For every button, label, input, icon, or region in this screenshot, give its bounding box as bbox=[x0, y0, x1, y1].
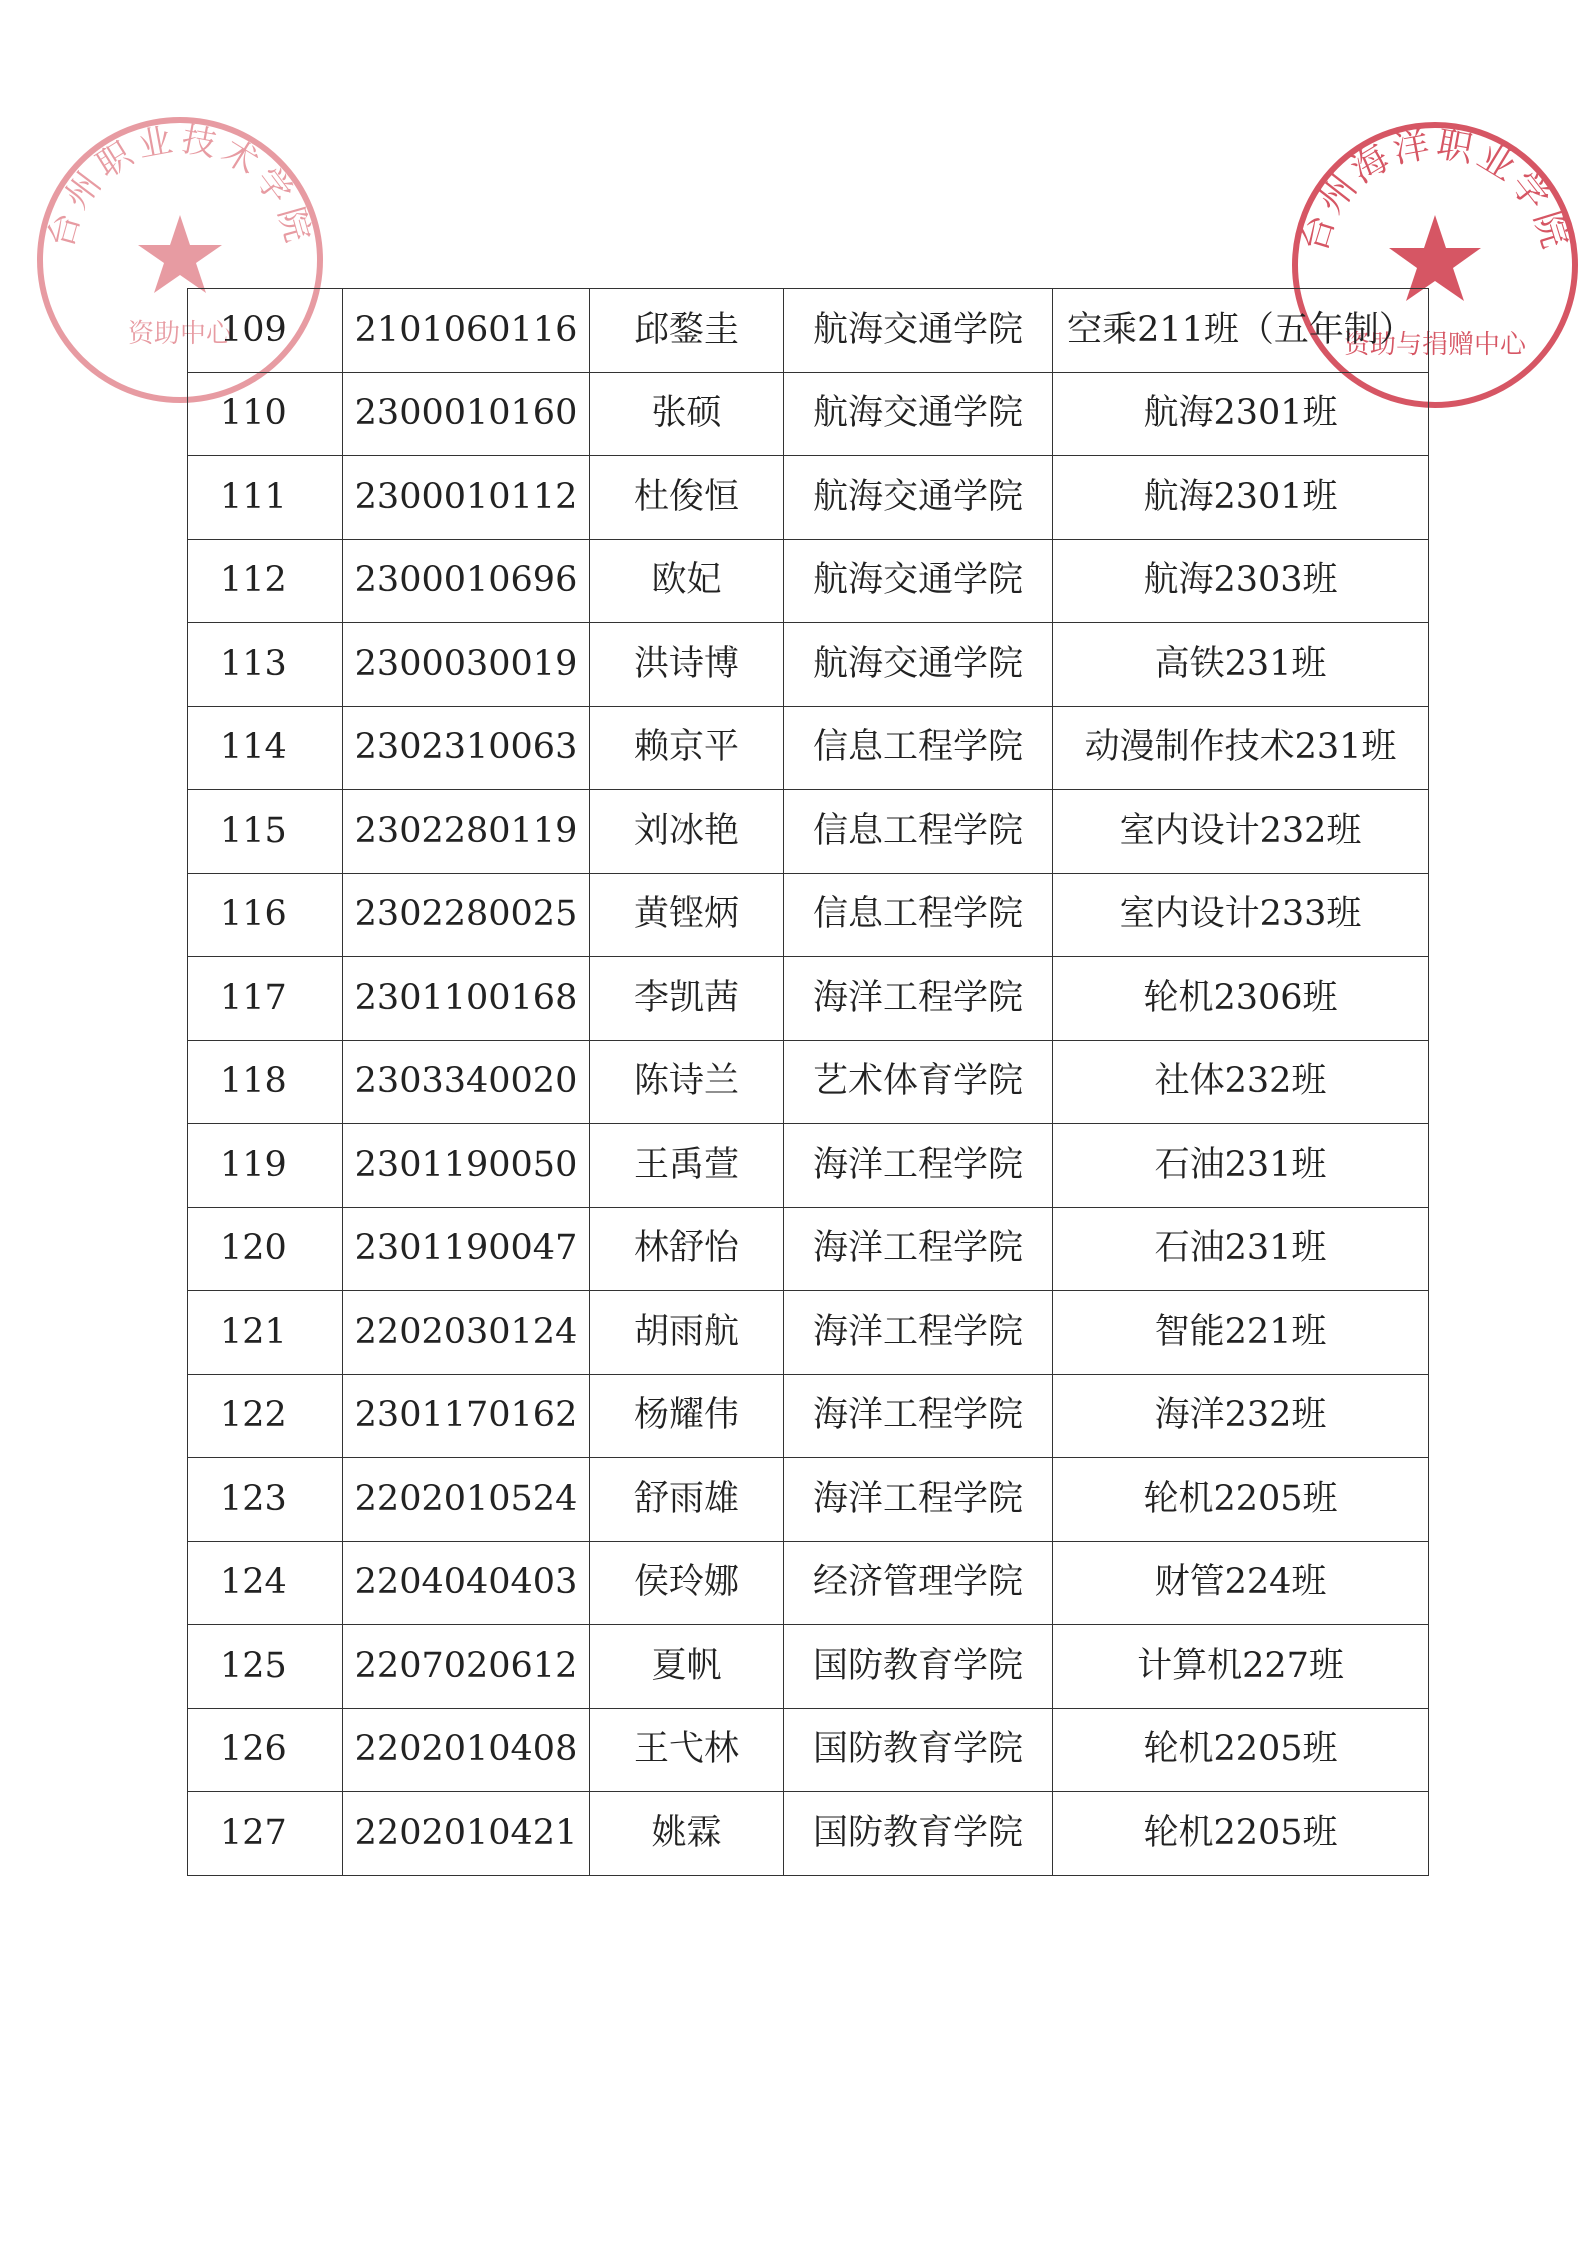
class-name-cell: 动漫制作技术231班 bbox=[1053, 706, 1429, 790]
student-id-cell: 2300010696 bbox=[343, 539, 590, 623]
college-name-cell: 信息工程学院 bbox=[784, 873, 1053, 957]
table-row bbox=[188, 1291, 1429, 1375]
student-name-cell: 邱鍪圭 bbox=[590, 289, 784, 373]
class-name-cell: 空乘211班（五年制） bbox=[1053, 289, 1429, 373]
svg-text:资助中心: 资助中心 bbox=[127, 319, 233, 349]
table-row bbox=[188, 539, 1429, 623]
row-number-cell: 116 bbox=[188, 873, 343, 957]
table-row bbox=[188, 1458, 1429, 1542]
student-name-cell: 张硕 bbox=[590, 372, 784, 456]
student-id-cell: 2204040403 bbox=[343, 1541, 590, 1625]
star-icon bbox=[138, 215, 222, 293]
student-id-cell: 2300010160 bbox=[343, 372, 590, 456]
row-number-cell: 124 bbox=[188, 1541, 343, 1625]
row-number-cell: 126 bbox=[188, 1708, 343, 1792]
student-name-cell: 姚霖 bbox=[590, 1792, 784, 1876]
class-name-cell: 石油231班 bbox=[1053, 1124, 1429, 1208]
student-id-cell: 2202030124 bbox=[343, 1291, 590, 1375]
college-name-cell: 航海交通学院 bbox=[784, 289, 1053, 373]
student-id-cell: 2300030019 bbox=[343, 623, 590, 707]
row-number-cell: 115 bbox=[188, 790, 343, 874]
student-id-cell: 2300010112 bbox=[343, 456, 590, 540]
student-id-cell: 2303340020 bbox=[343, 1040, 590, 1124]
student-name-cell: 洪诗博 bbox=[590, 623, 784, 707]
table-row bbox=[188, 1625, 1429, 1709]
student-name-cell: 夏帆 bbox=[590, 1625, 784, 1709]
class-name-cell: 轮机2205班 bbox=[1053, 1792, 1429, 1876]
class-name-cell: 航海2301班 bbox=[1053, 456, 1429, 540]
college-name-cell: 航海交通学院 bbox=[784, 456, 1053, 540]
college-name-cell: 航海交通学院 bbox=[784, 623, 1053, 707]
student-name-cell: 王禹萱 bbox=[590, 1124, 784, 1208]
svg-text:资助与捐赠中心: 资助与捐赠中心 bbox=[1343, 330, 1527, 360]
college-name-cell: 海洋工程学院 bbox=[784, 1374, 1053, 1458]
student-name-cell: 林舒怡 bbox=[590, 1207, 784, 1291]
class-name-cell: 航海2301班 bbox=[1053, 372, 1429, 456]
row-number-cell: 114 bbox=[188, 706, 343, 790]
college-name-cell: 航海交通学院 bbox=[784, 539, 1053, 623]
table-row bbox=[188, 1124, 1429, 1208]
table-row bbox=[188, 957, 1429, 1041]
row-number-cell: 123 bbox=[188, 1458, 343, 1542]
class-name-cell: 计算机227班 bbox=[1053, 1625, 1429, 1709]
student-name-cell: 杜俊恒 bbox=[590, 456, 784, 540]
college-name-cell: 国防教育学院 bbox=[784, 1792, 1053, 1876]
row-number-cell: 121 bbox=[188, 1291, 343, 1375]
student-name-cell: 王弋林 bbox=[590, 1708, 784, 1792]
college-name-cell: 国防教育学院 bbox=[784, 1708, 1053, 1792]
student-name-cell: 欧妃 bbox=[590, 539, 784, 623]
college-name-cell: 信息工程学院 bbox=[784, 790, 1053, 874]
row-number-cell: 111 bbox=[188, 456, 343, 540]
student-id-cell: 2207020612 bbox=[343, 1625, 590, 1709]
row-number-cell: 110 bbox=[188, 372, 343, 456]
student-name-cell: 舒雨雄 bbox=[590, 1458, 784, 1542]
college-name-cell: 航海交通学院 bbox=[784, 372, 1053, 456]
class-name-cell: 室内设计232班 bbox=[1053, 790, 1429, 874]
student-name-cell: 赖京平 bbox=[590, 706, 784, 790]
row-number-cell: 109 bbox=[188, 289, 343, 373]
class-name-cell: 轮机2205班 bbox=[1053, 1458, 1429, 1542]
student-name-cell: 陈诗兰 bbox=[590, 1040, 784, 1124]
class-name-cell: 石油231班 bbox=[1053, 1207, 1429, 1291]
class-name-cell: 航海2303班 bbox=[1053, 539, 1429, 623]
row-number-cell: 113 bbox=[188, 623, 343, 707]
student-id-cell: 2301190050 bbox=[343, 1124, 590, 1208]
table-row bbox=[188, 456, 1429, 540]
table-row bbox=[188, 623, 1429, 707]
row-number-cell: 117 bbox=[188, 957, 343, 1041]
table-row bbox=[188, 873, 1429, 957]
student-id-cell: 2302280025 bbox=[343, 873, 590, 957]
student-id-cell: 2301170162 bbox=[343, 1374, 590, 1458]
college-name-cell: 海洋工程学院 bbox=[784, 1124, 1053, 1208]
table-row bbox=[188, 289, 1429, 373]
row-number-cell: 118 bbox=[188, 1040, 343, 1124]
college-name-cell: 海洋工程学院 bbox=[784, 1291, 1053, 1375]
table-row bbox=[188, 1708, 1429, 1792]
row-number-cell: 120 bbox=[188, 1207, 343, 1291]
row-number-cell: 127 bbox=[188, 1792, 343, 1876]
student-name-cell: 胡雨航 bbox=[590, 1291, 784, 1375]
student-name-cell: 侯玲娜 bbox=[590, 1541, 784, 1625]
student-id-cell: 2301100168 bbox=[343, 957, 590, 1041]
student-name-cell: 黄铿炳 bbox=[590, 873, 784, 957]
student-id-cell: 2101060116 bbox=[343, 289, 590, 373]
student-name-cell: 李凯茜 bbox=[590, 957, 784, 1041]
student-id-cell: 2301190047 bbox=[343, 1207, 590, 1291]
table-row bbox=[188, 790, 1429, 874]
student-id-cell: 2202010408 bbox=[343, 1708, 590, 1792]
college-name-cell: 国防教育学院 bbox=[784, 1625, 1053, 1709]
class-name-cell: 室内设计233班 bbox=[1053, 873, 1429, 957]
table-row bbox=[188, 372, 1429, 456]
row-number-cell: 122 bbox=[188, 1374, 343, 1458]
class-name-cell: 海洋232班 bbox=[1053, 1374, 1429, 1458]
row-number-cell: 119 bbox=[188, 1124, 343, 1208]
student-id-cell: 2202010524 bbox=[343, 1458, 590, 1542]
svg-text:台州海洋职业学院: 台州海洋职业学院 bbox=[1293, 123, 1577, 257]
table-row bbox=[188, 1541, 1429, 1625]
student-roster-table bbox=[187, 288, 1429, 1876]
class-name-cell: 轮机2205班 bbox=[1053, 1708, 1429, 1792]
college-name-cell: 经济管理学院 bbox=[784, 1541, 1053, 1625]
college-name-cell: 艺术体育学院 bbox=[784, 1040, 1053, 1124]
class-name-cell: 社体232班 bbox=[1053, 1040, 1429, 1124]
college-name-cell: 信息工程学院 bbox=[784, 706, 1053, 790]
student-id-cell: 2302280119 bbox=[343, 790, 590, 874]
student-name-cell: 刘冰艳 bbox=[590, 790, 784, 874]
table-row bbox=[188, 1792, 1429, 1876]
college-name-cell: 海洋工程学院 bbox=[784, 1207, 1053, 1291]
row-number-cell: 125 bbox=[188, 1625, 343, 1709]
row-number-cell: 112 bbox=[188, 539, 343, 623]
table-row bbox=[188, 1040, 1429, 1124]
class-name-cell: 轮机2306班 bbox=[1053, 957, 1429, 1041]
class-name-cell: 高铁231班 bbox=[1053, 623, 1429, 707]
svg-text:台州职业技术学院: 台州职业技术学院 bbox=[40, 119, 320, 253]
table-row bbox=[188, 706, 1429, 790]
student-id-cell: 2302310063 bbox=[343, 706, 590, 790]
class-name-cell: 智能221班 bbox=[1053, 1291, 1429, 1375]
college-name-cell: 海洋工程学院 bbox=[784, 957, 1053, 1041]
table-row bbox=[188, 1374, 1429, 1458]
table-row bbox=[188, 1207, 1429, 1291]
class-name-cell: 财管224班 bbox=[1053, 1541, 1429, 1625]
student-name-cell: 杨耀伟 bbox=[590, 1374, 784, 1458]
college-name-cell: 海洋工程学院 bbox=[784, 1458, 1053, 1542]
student-id-cell: 2202010421 bbox=[343, 1792, 590, 1876]
